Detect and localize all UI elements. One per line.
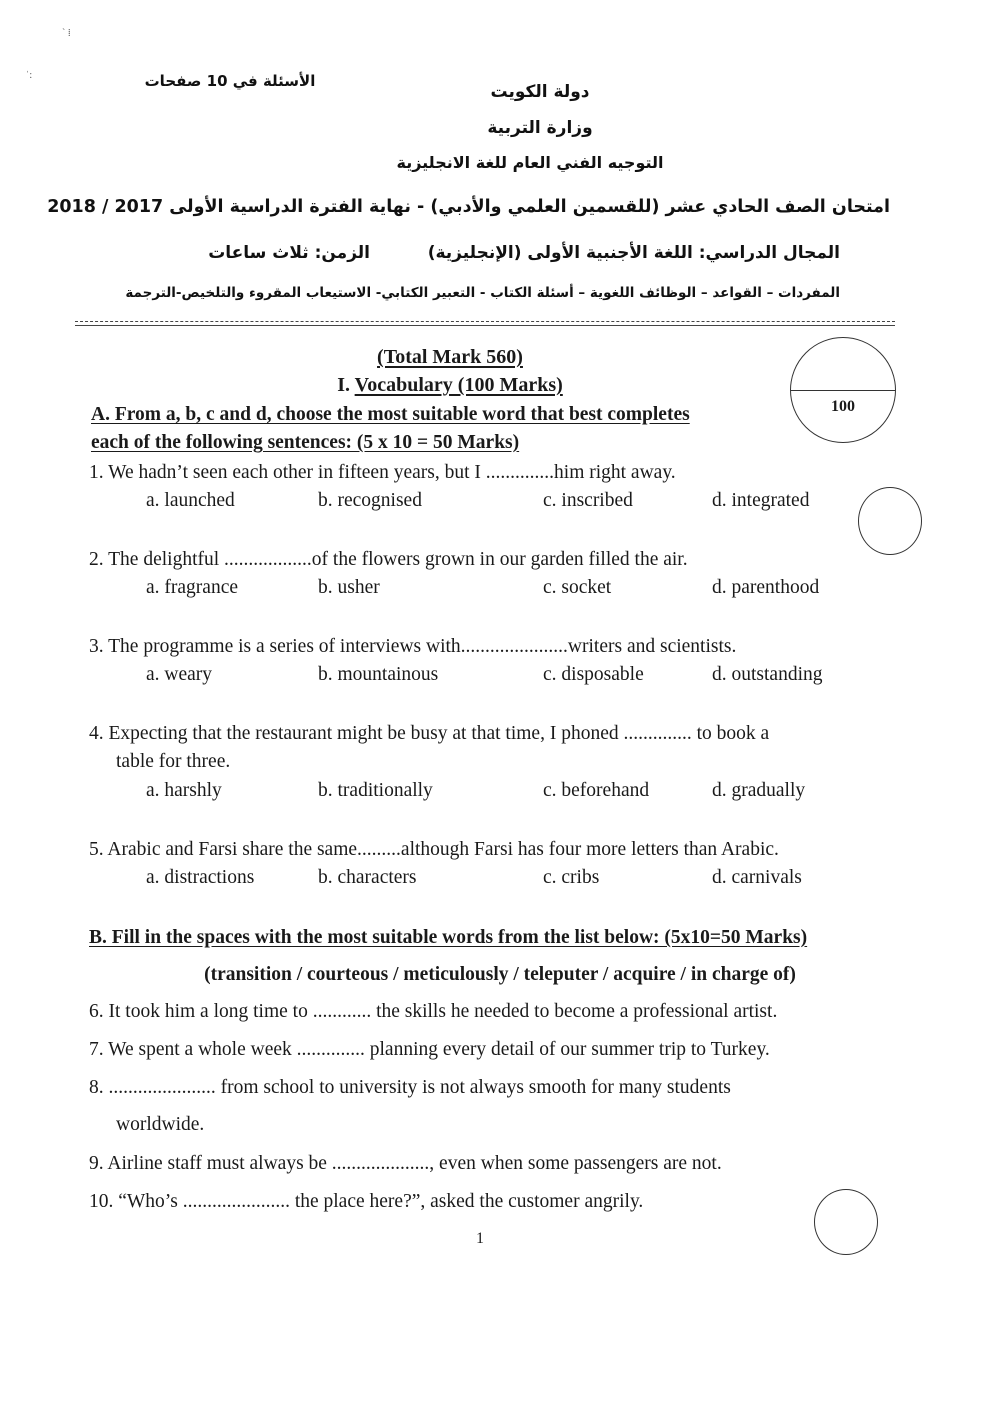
question-3: 3. The programme is a series of interviews with......................writers and scientists. [89, 636, 737, 657]
page-number: 1 [476, 1230, 484, 1247]
scan-artifact: ˈ: [26, 70, 33, 81]
question-8: 8. ...................... from school to university is not always smooth for many students [89, 1077, 731, 1098]
ministry-name: وزارة التربية [487, 118, 593, 138]
score-circle [790, 337, 896, 443]
header-separator [75, 321, 895, 322]
total-mark: (Total Mark 560) [377, 346, 523, 368]
answer-circle [814, 1189, 878, 1255]
option-3d[interactable]: d. outstanding [712, 664, 823, 685]
option-3c[interactable]: c. disposable [543, 664, 644, 685]
question-4: 4. Expecting that the restaurant might be busy at that time, I phoned .............. to book a [89, 723, 770, 744]
time-label: الزمن: ثلاث ساعات [208, 243, 370, 263]
part-a-instruction: A. From a, b, c and d, choose the most suitable word that best completes [91, 404, 690, 425]
subject-label: المجال الدراسي: اللغة الأجنبية الأولى (الإنجليزية) [427, 243, 840, 263]
score-value: 100 [831, 398, 855, 415]
option-3a[interactable]: a. weary [146, 664, 213, 685]
word-list: (transition / courteous / meticulously / teleputer / acquire / in charge of) [204, 964, 796, 985]
question-10: 10. “Who’s ...................... the place here?”, asked the customer angrily. [89, 1191, 644, 1212]
question-1: 1. We hadn’t seen each other in fifteen years, but I ..............him right away. [89, 462, 676, 483]
option-2a[interactable]: a. fragrance [146, 577, 239, 598]
state-name: دولة الكويت [490, 82, 590, 102]
option-5a[interactable]: a. distractions [146, 867, 255, 888]
option-5c[interactable]: c. cribs [543, 867, 600, 888]
option-2b[interactable]: b. usher [318, 577, 380, 598]
option-4c[interactable]: c. beforehand [543, 780, 650, 801]
part-b-instruction: B. Fill in the spaces with the most suitable words from the list below: (5x10=50 Marks) [89, 927, 808, 948]
section-heading [300, 374, 600, 397]
section-number: I. [337, 374, 350, 396]
question-7: 7. We spent a whole week .............. planning every detail of our summer trip to Turkey. [89, 1039, 770, 1060]
part-a-instruction: each of the following sentences: (5 x 10 = 50 Marks) [91, 432, 520, 453]
option-4b[interactable]: b. traditionally [318, 780, 433, 801]
option-2d[interactable]: d. parenthood [712, 577, 820, 598]
header-separator [75, 325, 895, 326]
question-6: 6. It took him a long time to ............ the skills he needed to become a professional artist. [89, 1001, 778, 1022]
question-5: 5. Arabic and Farsi share the same.........although Farsi has four more letters than Arabic. [89, 839, 779, 860]
option-2c[interactable]: c. socket [543, 577, 612, 598]
answer-circle [858, 487, 922, 555]
question-4-continuation: table for three. [116, 751, 231, 772]
question-9: 9. Airline staff must always be ...................., even when some passengers are not. [89, 1153, 722, 1174]
option-5b[interactable]: b. characters [318, 867, 417, 888]
option-1b[interactable]: b. recognised [318, 490, 422, 511]
section-title: Vocabulary (100 Marks) [354, 374, 563, 396]
directorate-name: التوجيه الفني العام للغة الانجليزية [396, 153, 664, 172]
option-4a[interactable]: a. harshly [146, 780, 222, 801]
question-8-continuation: worldwide. [116, 1114, 205, 1135]
question-2: 2. The delightful ..................of the flowers grown in our garden filled the air. [89, 549, 688, 570]
option-3b[interactable]: b. mountainous [318, 664, 439, 685]
score-circle-divider [791, 390, 895, 391]
exam-title: امتحان الصف الحادي عشر (للقسمين العلمي والأدبي) - نهاية الفترة الدراسية الأولى 2017 / 2018 [47, 197, 890, 217]
option-1c[interactable]: c. inscribed [543, 490, 633, 511]
pages-note: الأسئلة في 10 صفحات [144, 72, 316, 90]
scan-artifact: ` ⁞ [62, 28, 71, 39]
option-1d[interactable]: d. integrated [712, 490, 810, 511]
exam-components: المفردات – القواعد – الوظائف اللغوية – أسئلة الكتاب - التعبير الكتابي- الاستيعاب المقروء والتلخيص-الترجمة [125, 285, 840, 301]
option-5d[interactable]: d. carnivals [712, 867, 802, 888]
option-4d[interactable]: d. gradually [712, 780, 806, 801]
option-1a[interactable]: a. launched [146, 490, 235, 511]
